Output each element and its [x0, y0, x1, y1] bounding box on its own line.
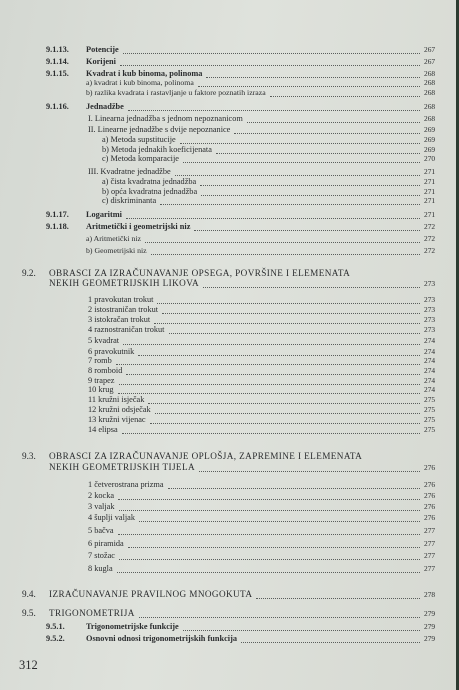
toc-entry-title: 4 raznostraničan trokut — [88, 325, 165, 334]
dot-leader — [168, 487, 420, 489]
toc-page-number: 275 — [424, 425, 436, 434]
toc-page-number: 274 — [424, 366, 436, 375]
toc-entry — [0, 525, 456, 536]
toc-entry-title: IZRAČUNAVANJE PRAVILNOG MNOGOKUTA — [49, 589, 253, 599]
page-number: 312 — [19, 658, 38, 672]
toc-entry — [0, 278, 456, 289]
toc-entry-title: NEKIH GEOMETRIJSKIH TIJELA — [49, 462, 195, 472]
toc-entry-title: Trigonometrijske funkcije — [86, 622, 179, 631]
toc-page-number: 278 — [424, 590, 436, 599]
toc-page-number: 271 — [424, 196, 436, 205]
dot-leader — [256, 597, 420, 599]
toc-entry-title: 1 pravokutan trokut — [88, 295, 154, 304]
toc-entry — [0, 633, 456, 644]
toc-entry — [0, 44, 456, 55]
dot-leader — [126, 217, 420, 219]
dot-leader — [203, 286, 420, 288]
dot-leader — [139, 616, 420, 618]
toc-entry-title: Korijeni — [86, 57, 116, 66]
toc-entry — [0, 512, 456, 523]
toc-entry-title: 11 kružni isječak — [88, 395, 145, 404]
toc-entry — [0, 101, 456, 112]
toc-page-number: 271 — [424, 187, 436, 196]
dot-leader — [145, 241, 420, 243]
toc-entry-title: OBRASCI ZA IZRAČUNAVANJE OPSEGA, POVRŠINE I ELEMENATA — [49, 268, 351, 278]
toc-entry-title: 1 četverostrana prizma — [88, 480, 164, 489]
dot-leader — [122, 432, 420, 434]
toc-entry-title: a) čista kvadratna jednadžba — [102, 177, 197, 186]
toc-entry — [0, 324, 456, 335]
toc-entry — [0, 589, 456, 600]
dot-leader — [120, 64, 420, 66]
dot-leader — [123, 343, 420, 345]
toc-entry-title: 10 krug — [88, 385, 114, 394]
toc-page-number: 267 — [424, 45, 436, 54]
toc-entry-title: Logaritmi — [86, 210, 122, 219]
toc-section-number: 9.1.15. — [46, 69, 69, 78]
toc-entry — [0, 479, 456, 490]
toc-entry-title: 7 stožac — [88, 551, 115, 560]
toc-entry-title: III. Kvadratne jednadžbe — [88, 167, 171, 176]
dot-leader — [118, 533, 420, 535]
dot-leader — [270, 95, 420, 97]
toc-entry-title: Potencije — [86, 45, 119, 54]
dot-leader — [183, 629, 420, 631]
toc-entry — [0, 462, 456, 473]
toc-section-number: 9.1.13. — [46, 45, 69, 54]
toc-page-number: 271 — [424, 177, 436, 186]
toc-entry — [0, 563, 456, 574]
toc-entry — [0, 451, 456, 462]
toc-entry-title: Kvadrat i kub binoma, polinoma — [86, 69, 203, 78]
toc-section-number: 9.3. — [22, 451, 36, 461]
toc-page-number: 272 — [424, 234, 436, 243]
toc-page-number: 271 — [424, 210, 436, 219]
toc-entry-title: I. Linearna jednadžba s jednom nepoznanicom — [88, 114, 243, 123]
toc-entry-title: NEKIH GEOMETRIJSKIH LIKOVA — [49, 278, 200, 288]
toc-page-number: 274 — [424, 385, 436, 394]
toc-entry — [0, 56, 456, 67]
toc-entry — [0, 209, 456, 220]
toc-page-number: 268 — [424, 114, 436, 123]
toc-section-number: 9.1.16. — [46, 102, 69, 111]
dot-leader — [194, 229, 420, 231]
toc-entry-title: 3 valjak — [88, 502, 115, 511]
toc-page-number: 277 — [424, 551, 436, 560]
toc-section-number: 9.1.18. — [46, 222, 69, 231]
toc-page-number: 279 — [424, 634, 436, 643]
toc-entry — [0, 490, 456, 501]
toc-entry-title: 3 istokračan trokut — [88, 315, 151, 324]
toc-page-number: 269 — [424, 145, 436, 154]
toc-entry — [0, 538, 456, 549]
toc-page-number: 275 — [424, 415, 436, 424]
toc-entry-title: a) Aritmetički niz — [86, 234, 141, 243]
toc-page-number: 275 — [424, 405, 436, 414]
toc-entry-title: 6 piramida — [88, 539, 124, 548]
toc-page-number: 274 — [424, 376, 436, 385]
toc-section-number: 9.4. — [22, 589, 36, 599]
toc-entry-title: a) Metoda supstitucije — [102, 135, 176, 144]
toc-entry-title: 8 kugla — [88, 564, 113, 573]
toc-page-number: 271 — [424, 167, 436, 176]
toc-page-number: 279 — [424, 622, 436, 631]
dot-leader — [118, 498, 420, 500]
toc-page-number: 273 — [424, 295, 436, 304]
toc-entry — [0, 550, 456, 561]
toc-section-number: 9.1.14. — [46, 57, 69, 66]
toc-entry-title: b) Metoda jednakih koeficijenata — [102, 145, 212, 154]
toc-entry — [0, 233, 456, 244]
toc-page-number: 268 — [424, 78, 436, 87]
toc-page-number: 269 — [424, 125, 436, 134]
toc-entry-title: 4 šuplji valjak — [88, 513, 136, 522]
toc-page-number: 273 — [424, 305, 436, 314]
toc-entry-title: 2 kocka — [88, 491, 115, 500]
toc-entry-title: 13 kružni vijenac — [88, 415, 146, 424]
dot-leader — [247, 121, 420, 123]
toc-entry-title: 12 kružni odsječak — [88, 405, 151, 414]
dot-leader — [123, 52, 420, 54]
toc-entry-title: 9 trapez — [88, 376, 115, 385]
toc-entry-title: 5 kvadrat — [88, 336, 120, 345]
toc-page-number: 279 — [424, 609, 436, 618]
toc-entry-title: Aritmetički i geometrijski niz — [86, 222, 191, 231]
dot-leader — [128, 109, 420, 111]
toc-page-number: 275 — [424, 395, 436, 404]
dot-leader — [119, 509, 421, 511]
toc-entry-title: b) razlika kvadrata i rastavljanje u faktore poznatih izraza — [86, 88, 266, 97]
toc-page-number: 274 — [424, 356, 436, 365]
toc-entry-title: OBRASCI ZA IZRAČUNAVANJE OPLOŠJA, ZAPREMINE I ELEMENATA — [49, 451, 363, 461]
toc-page-number: 268 — [424, 69, 436, 78]
dot-leader — [241, 641, 420, 643]
toc-entry — [0, 87, 456, 98]
toc-page-number: 268 — [424, 88, 436, 97]
toc-entry — [0, 153, 456, 164]
toc-entry — [0, 621, 456, 632]
toc-entry-title: TRIGONOMETRIJA — [49, 608, 135, 618]
dot-leader — [199, 470, 420, 472]
toc-entry-title: b) Geometrijski niz — [86, 246, 147, 255]
toc-entry-title: 14 elipsa — [88, 425, 118, 434]
toc-page-number: 274 — [424, 336, 436, 345]
toc-page-number: 273 — [424, 325, 436, 334]
toc-entry — [0, 195, 456, 206]
dot-leader — [183, 161, 420, 163]
toc-entry-title: Osnovni odnosi trigonometrijskih funkcija — [86, 634, 237, 643]
dot-leader — [128, 546, 420, 548]
toc-page-number: 276 — [424, 491, 436, 500]
toc-entry-title: c) diskriminanta — [102, 196, 157, 205]
toc-page-number: 273 — [424, 279, 436, 288]
toc-page-number: 277 — [424, 539, 436, 548]
toc-page-number: 268 — [424, 102, 436, 111]
toc-page-number: 267 — [424, 57, 436, 66]
toc-entry-title: 7 romb — [88, 356, 112, 365]
toc-entry — [0, 501, 456, 512]
toc-page-number: 272 — [424, 246, 436, 255]
toc-entry-title: Jednadžbe — [86, 102, 124, 111]
toc-section-number: 9.5.1. — [46, 622, 65, 631]
toc-page-number: 277 — [424, 564, 436, 573]
toc-entry-title: 6 pravokutnik — [88, 347, 135, 356]
dot-leader — [117, 571, 420, 573]
dot-leader — [160, 203, 420, 205]
toc-page-number: 269 — [424, 135, 436, 144]
toc-section-number: 9.2. — [22, 268, 36, 278]
toc-page-number: 276 — [424, 480, 436, 489]
toc-section-number: 9.1.17. — [46, 210, 69, 219]
dot-leader — [119, 558, 420, 560]
toc-page-number: 273 — [424, 315, 436, 324]
toc-entry — [0, 424, 456, 435]
toc-page-number: 272 — [424, 222, 436, 231]
toc-page-number: 276 — [424, 463, 436, 472]
toc-entry — [0, 245, 456, 256]
toc-section-number: 9.5. — [22, 608, 36, 618]
toc-entry-title: II. Linearne jednadžbe s dvije nepoznanice — [88, 125, 231, 134]
toc-entry — [0, 335, 456, 346]
toc-entry-title: 8 romboid — [88, 366, 123, 375]
dot-leader — [139, 520, 420, 522]
toc-page-number: 274 — [424, 347, 436, 356]
toc-entry — [0, 608, 456, 619]
toc-entry-title: c) Metoda komparacije — [102, 154, 179, 163]
toc-entry — [0, 221, 456, 232]
toc-page-number: 277 — [424, 526, 436, 535]
toc-entry-title: 5 bačva — [88, 526, 114, 535]
toc-section-number: 9.5.2. — [46, 634, 65, 643]
dot-leader — [169, 332, 421, 334]
dot-leader — [151, 253, 420, 255]
toc-page-number: 276 — [424, 502, 436, 511]
toc-entry-title: a) kvadrat i kub binoma, polinoma — [86, 78, 194, 87]
toc-entry — [0, 113, 456, 124]
toc-entry-title: 2 istostraničan trokut — [88, 305, 159, 314]
toc-page-number: 270 — [424, 154, 436, 163]
toc-page-number: 276 — [424, 513, 436, 522]
toc-entry-title: b) opća kvadratna jednadžba — [102, 187, 198, 196]
